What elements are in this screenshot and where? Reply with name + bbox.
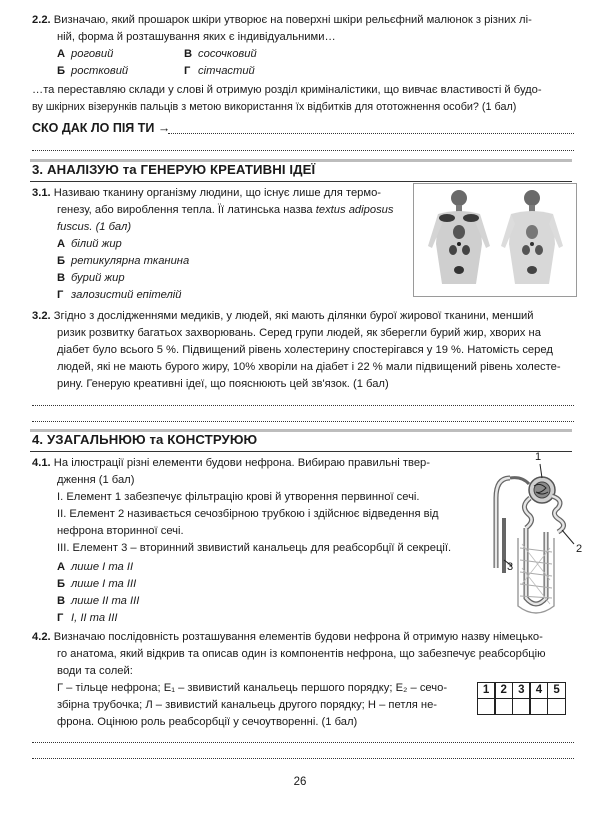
q42-line5: збірна трубочка; Л – звивистий канальець другого порядку; Н – петля не- bbox=[57, 699, 438, 711]
answer-boxes-blank bbox=[478, 698, 566, 720]
q41-option-a: А лише І та ІІ bbox=[57, 561, 134, 573]
q32-line3: діабет було всього 5 %. Підвищений рівень холестерину спостерігався у 19 %. Натомість серед bbox=[57, 344, 553, 356]
scramble-word: СКО ДАК ЛО ПІЯ ТИ → bbox=[32, 121, 171, 135]
q31-option-a: А білий жир bbox=[57, 238, 122, 250]
q41-option-b: Б лише І та ІІІ bbox=[57, 578, 137, 590]
section-4-title: 4. УЗАГАЛЬНЮЮ та КОНСТРУЮЮ bbox=[32, 432, 258, 447]
answer-box[interactable]: 2 bbox=[494, 682, 513, 699]
pet-figure-left bbox=[428, 190, 490, 284]
q22-line2: ній, форма й розташування яких є індивідуальними… bbox=[57, 31, 336, 43]
q22-option-g: Г сітчастий bbox=[184, 65, 255, 77]
answer-box[interactable]: 5 bbox=[547, 682, 566, 699]
q22-followup-line1: …та переставляю склади у слові й отримую розділ криміналістики, що вивчає властивості й будо- bbox=[32, 84, 542, 96]
answer-line[interactable] bbox=[32, 421, 574, 422]
answer-line[interactable] bbox=[168, 133, 574, 134]
q42-line6: фрона. Оцінюю роль реабсорбції у сечоутворенні. (1 бал) bbox=[57, 716, 358, 728]
q42-line4: Г – тільце нефрона; Е₁ – звивистий канальець першого порядку; Е₂ – сечо- bbox=[57, 682, 448, 694]
q31-line3: fuscus. (1 бал) bbox=[57, 221, 132, 233]
answer-box[interactable]: 3 bbox=[512, 682, 531, 699]
q41-line2: дження (1 бал) bbox=[57, 474, 135, 486]
pet-scan-image bbox=[413, 183, 577, 297]
q41-option-v: В лише ІІ та ІІІ bbox=[57, 595, 140, 607]
answer-line[interactable] bbox=[32, 150, 574, 151]
nephron-label-2: 2 bbox=[576, 543, 583, 555]
q22-option-v: В сосочковий bbox=[184, 48, 257, 60]
q32-line4: людей, які не мають бурого жиру, 10% хворіли на діабет і 22 % мали підвищений рівень холесте- bbox=[57, 361, 561, 373]
q42-line3: води та солей: bbox=[57, 665, 133, 677]
q22-number: 2.2. bbox=[32, 14, 51, 26]
q31-line1: 3.1. Називаю тканину організму людини, що існує лише для термо- bbox=[32, 187, 382, 199]
q31-option-g: Г залозистий епітелій bbox=[57, 289, 182, 301]
q22-followup-line2: ву шкірних візерунків пальців з метою використання їх відбитків для ототожнення особи? (1 бал) bbox=[32, 101, 517, 113]
q22-text bbox=[32, 12, 577, 29]
blank-box[interactable] bbox=[547, 698, 566, 715]
nephron-diagram bbox=[482, 448, 592, 620]
answer-line[interactable] bbox=[32, 742, 574, 743]
q41-statement-1: І. Елемент 1 забезпечує фільтрацію крові й утворення первинної сечі. bbox=[57, 491, 420, 503]
q22-line1: Визначаю, який прошарок шкіри утворює на поверхні шкіри рельєфний малюнок з різних лі- bbox=[53, 14, 532, 26]
q41-statement-3: ІІІ. Елемент 3 – вторинний звивистий канальець для реабсорбції й секреції. bbox=[57, 542, 452, 554]
q22-option-a: А роговий bbox=[57, 48, 114, 60]
q41-statement-2a: ІІ. Елемент 2 називається сечозбірною трубкою і здійснює відведення від bbox=[57, 508, 439, 520]
q32-line5: рину. Генерую креативні ідеї, що пояснюють цей зв'язок. (1 бал) bbox=[57, 378, 389, 390]
answer-line[interactable] bbox=[32, 405, 574, 406]
q31-line2: генезу, або вироблення тепла. Її латинська назва textus adiposus bbox=[57, 204, 394, 216]
q31-option-b: Б ретикулярна тканина bbox=[57, 255, 190, 267]
section-3-underline bbox=[30, 181, 572, 182]
q42-line2: го анатома, який відкрив та описав один із компонентів нефрона, що забезпечує реабсорбцію bbox=[57, 648, 546, 660]
q31-option-v: В бурий жир bbox=[57, 272, 125, 284]
answer-box[interactable]: 4 bbox=[529, 682, 548, 699]
pet-figure-right bbox=[501, 190, 563, 284]
blank-box[interactable] bbox=[529, 698, 548, 715]
q22-option-b: Б ростковий bbox=[57, 65, 129, 77]
page-number: 26 bbox=[293, 776, 307, 788]
q41-line1: 4.1. На ілюстрації різні елементи будови нефрона. Вибираю правильні твер- bbox=[32, 457, 430, 469]
nephron-label-1: 1 bbox=[535, 451, 542, 463]
nephron-label-3: 3 bbox=[507, 561, 514, 573]
q42-line1: 4.2. Визначаю послідовність розташування елементів будови нефрона й отримую назву німецько- bbox=[32, 631, 543, 643]
blank-box[interactable] bbox=[477, 698, 496, 715]
blank-box[interactable] bbox=[494, 698, 513, 715]
answer-box[interactable]: 1 bbox=[477, 682, 496, 699]
q32-line2: ризик розвитку багатьох захворювань. Серед групи людей, як зберегли бурий жир, хворих на bbox=[57, 327, 541, 339]
q41-option-g: Г І, ІІ та ІІІ bbox=[57, 612, 118, 624]
q41-statement-2b: нефрона вторинної сечі. bbox=[57, 525, 184, 537]
blank-box[interactable] bbox=[512, 698, 531, 715]
section-3-title: 3. АНАЛІЗУЮ та ГЕНЕРУЮ КРЕАТИВНІ ІДЕЇ bbox=[32, 162, 316, 177]
answer-line[interactable] bbox=[32, 758, 574, 759]
q32-line1: 3.2. Згідно з дослідженнями медиків, у людей, які мають ділянки бурої жирової тканини, менший bbox=[32, 310, 534, 322]
answer-boxes bbox=[478, 680, 566, 699]
